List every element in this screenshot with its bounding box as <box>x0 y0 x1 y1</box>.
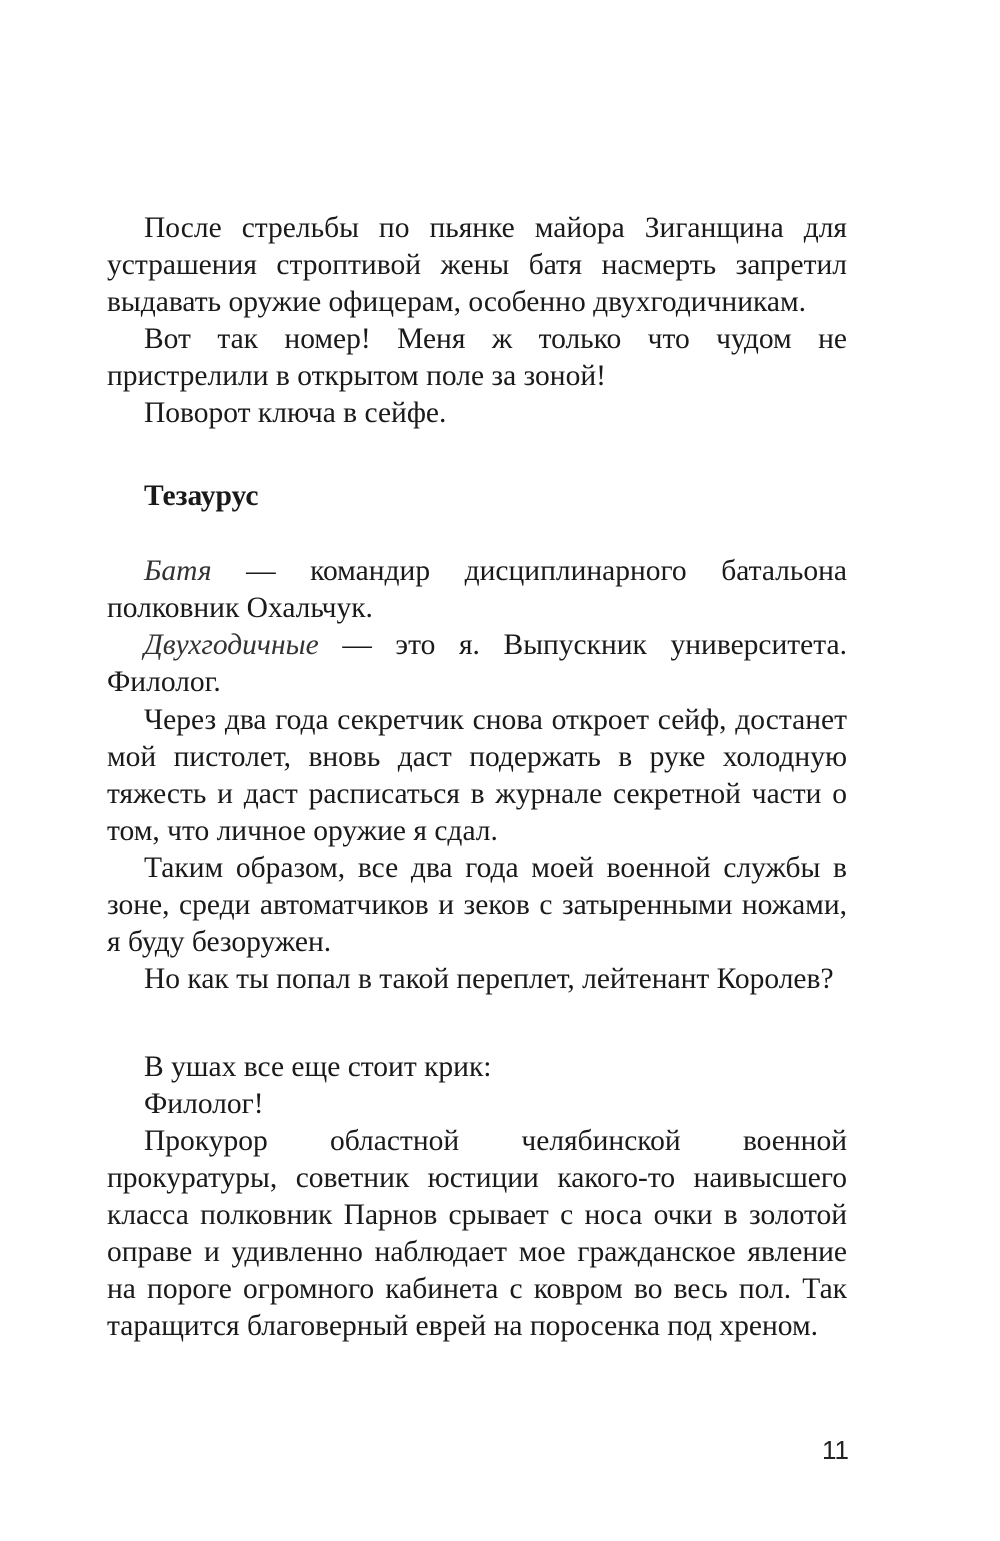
thesaurus-section <box>107 553 847 701</box>
paragraph: Через два года секретчик снова откроет сейф, достанет мой пистолет, вновь даст подержать в руке холодную тяжесть и даст расписаться в журнале секретной части о том, что личное оружие я сдал. <box>107 704 847 847</box>
paragraph: Но как ты попал в такой переплет, лейтенант Королев? <box>144 963 834 995</box>
page-number: 11 <box>822 1435 849 1465</box>
paragraph: В ушах все еще стоит крик: <box>144 1051 492 1083</box>
thesaurus-entry <box>107 553 847 627</box>
thesaurus-term: Батя <box>144 555 212 587</box>
paragraph: Прокурор областной челябинской военной прокуратуры, советник юстиции какого-то наивысшего класса полковник Парнов срывает с носа очки в золотой оправе и удивленно наблюдает мое гражданское явление на пороге огромного кабинета с ковром во весь пол. Так таращится благоверный еврей на поросенка под хреном. <box>107 1125 847 1342</box>
paragraph: Филолог! <box>144 1088 264 1120</box>
thesaurus-definition: — это я. Выпускник университета. Филолог. <box>107 629 847 698</box>
paragraph: После стрельбы по пьянке майора Зиганщина для устрашения строптивой жены батя насмерть запретил выдавать оружие офицерам, особенно двухгодичникам. <box>107 212 847 318</box>
paragraph: Поворот ключа в сейфе. <box>144 397 447 429</box>
text-section-4 <box>107 1049 847 1345</box>
thesaurus-entry <box>107 627 847 701</box>
paragraph: Вот так номер! Меня ж только что чудом не пристрелили в открытом поле за зоной! <box>107 323 847 392</box>
thesaurus-term: Двухгодичные <box>144 629 319 661</box>
thesaurus-definition: — командир дисциплинарного батальона полковник Охальчук. <box>107 555 847 624</box>
section-heading: Тезаурус <box>144 480 259 512</box>
paragraph: Таким образом, все два года моей военной службы в зоне, среди автоматчиков и зеков с затыренными ножами, я буду безоружен. <box>107 852 847 958</box>
text-section-1 <box>107 210 847 432</box>
text-section-3 <box>107 702 847 998</box>
